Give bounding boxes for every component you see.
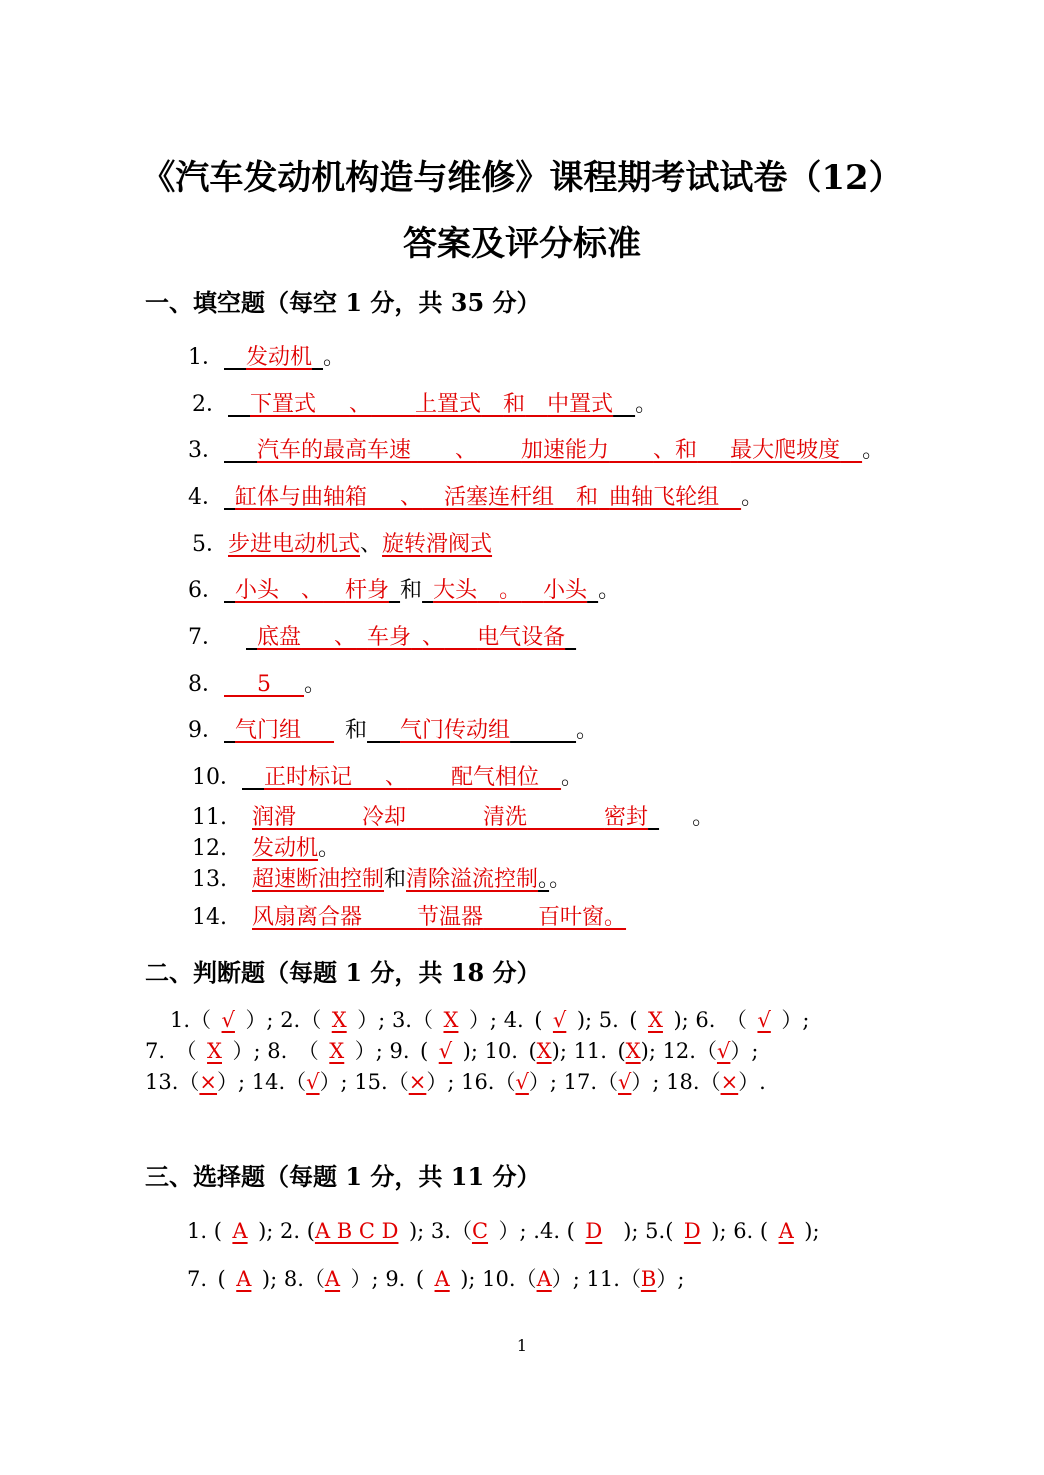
fill-item-10: 10． 正时标记 、 配气相位 。 xyxy=(192,765,584,790)
choice-answer-4: D xyxy=(585,1219,603,1243)
true-false-answers: 1.（ √ ）; 2.（ X ）; 3.（ X ）; 4. ( √ ); 5. ( X ); 6. （ √ ）; 7. （ X ）; 8. （ X ）; 9. ( √ ); 10. (X); 11. (X); 12.（√）; 13.（×）; 14.（√）; 15.（×）; 16.（√）; 17.（√）; 18.（×）. xyxy=(145,1008,810,1094)
choice-answer-9: A xyxy=(434,1267,450,1291)
fill-item-4: 4． 缸体与曲轴箱 、 活塞连杆组 和 曲轴飞轮组 。 xyxy=(188,485,764,510)
tf-answer-10: X xyxy=(536,1039,552,1063)
tf-answer-4: √ xyxy=(552,1008,567,1032)
fill-item-3: 3． 汽车的最高车速 、 加速能力 、和 最大爬坡度 。 xyxy=(188,438,885,463)
page-number: 1 xyxy=(516,1336,528,1355)
fill-item-11: 11. 润滑 冷却 清洗 密封 。 xyxy=(192,805,715,830)
tf-answer-8: X xyxy=(329,1039,345,1063)
section-choice-heading: 三、选择题（每题 1 分，共 11 分） xyxy=(145,1162,541,1191)
tf-answer-1: √ xyxy=(221,1008,235,1032)
fill-item-6: 6． 小头 、 杆身 和 大头 。 小头 。 xyxy=(188,578,621,603)
section-fill-blank-heading: 一、填空题（每空 1 分，共 35 分） xyxy=(145,288,541,317)
choice-answer-10: A xyxy=(536,1267,552,1291)
fill-item-12: 12. 发动机。 xyxy=(192,836,341,861)
fill-item-7: 7． 底盘 、 车身 、 电气设备 xyxy=(188,625,566,650)
choice-answer-7: A xyxy=(236,1267,252,1291)
page-title: 《汽车发动机构造与维修》课程期考试试卷（12） xyxy=(141,158,903,198)
tf-answer-9: √ xyxy=(438,1039,453,1063)
tf-answer-13: × xyxy=(199,1070,218,1094)
tf-answer-18: × xyxy=(720,1070,739,1094)
fill-item-2: 2． 下置式 、 上置式 和 中置式 。 xyxy=(192,392,658,417)
choice-answers: 1. ( A ); 2. (A B C D ); 3.（C ）; .4. ( D ); 5.( D ); 6. ( A ); 7. ( A ); 8.（A ）; 9. ( A ); 10.（A）; 11.（B）; xyxy=(187,1219,820,1291)
choice-answer-5: D xyxy=(683,1219,701,1243)
tf-answer-2: X xyxy=(331,1008,347,1032)
tf-answer-6: √ xyxy=(757,1008,771,1032)
tf-answer-14: √ xyxy=(306,1070,320,1094)
choice-answer-2: A B C D xyxy=(314,1219,399,1243)
tf-answer-5: X xyxy=(648,1008,663,1032)
section-true-false-heading: 二、判断题（每题 1 分，共 18 分） xyxy=(145,958,541,987)
fill-item-13: 13. 超速断油控制和清除溢流控制。。 xyxy=(192,867,572,892)
tf-answer-16: √ xyxy=(515,1070,529,1094)
fill-item-8: 8． 5 。 xyxy=(188,672,327,697)
choice-answer-3: C xyxy=(471,1219,489,1243)
tf-answer-7: X xyxy=(207,1039,222,1063)
fill-item-9: 9． 气门组 和 气门传动组 。 xyxy=(188,718,599,743)
choice-answer-11: B xyxy=(640,1267,657,1291)
choice-answer-1: A xyxy=(232,1219,248,1243)
page-subtitle: 答案及评分标准 xyxy=(403,224,641,264)
choice-answer-6: A xyxy=(778,1219,794,1243)
fill-item-5: 5．步进电动机式、旋转滑阀式 xyxy=(192,532,493,557)
fill-item-1: 1． 发动机 。 xyxy=(188,345,346,370)
tf-answer-12: √ xyxy=(716,1039,731,1063)
choice-answer-8: A xyxy=(324,1267,341,1291)
tf-answer-15: × xyxy=(408,1070,427,1094)
tf-answer-3: X xyxy=(443,1008,459,1032)
tf-answer-17: √ xyxy=(618,1070,632,1094)
tf-answer-11: X xyxy=(625,1039,641,1063)
fill-item-14: 14. 风扇离合器 节温器 百叶窗。 xyxy=(192,905,627,930)
